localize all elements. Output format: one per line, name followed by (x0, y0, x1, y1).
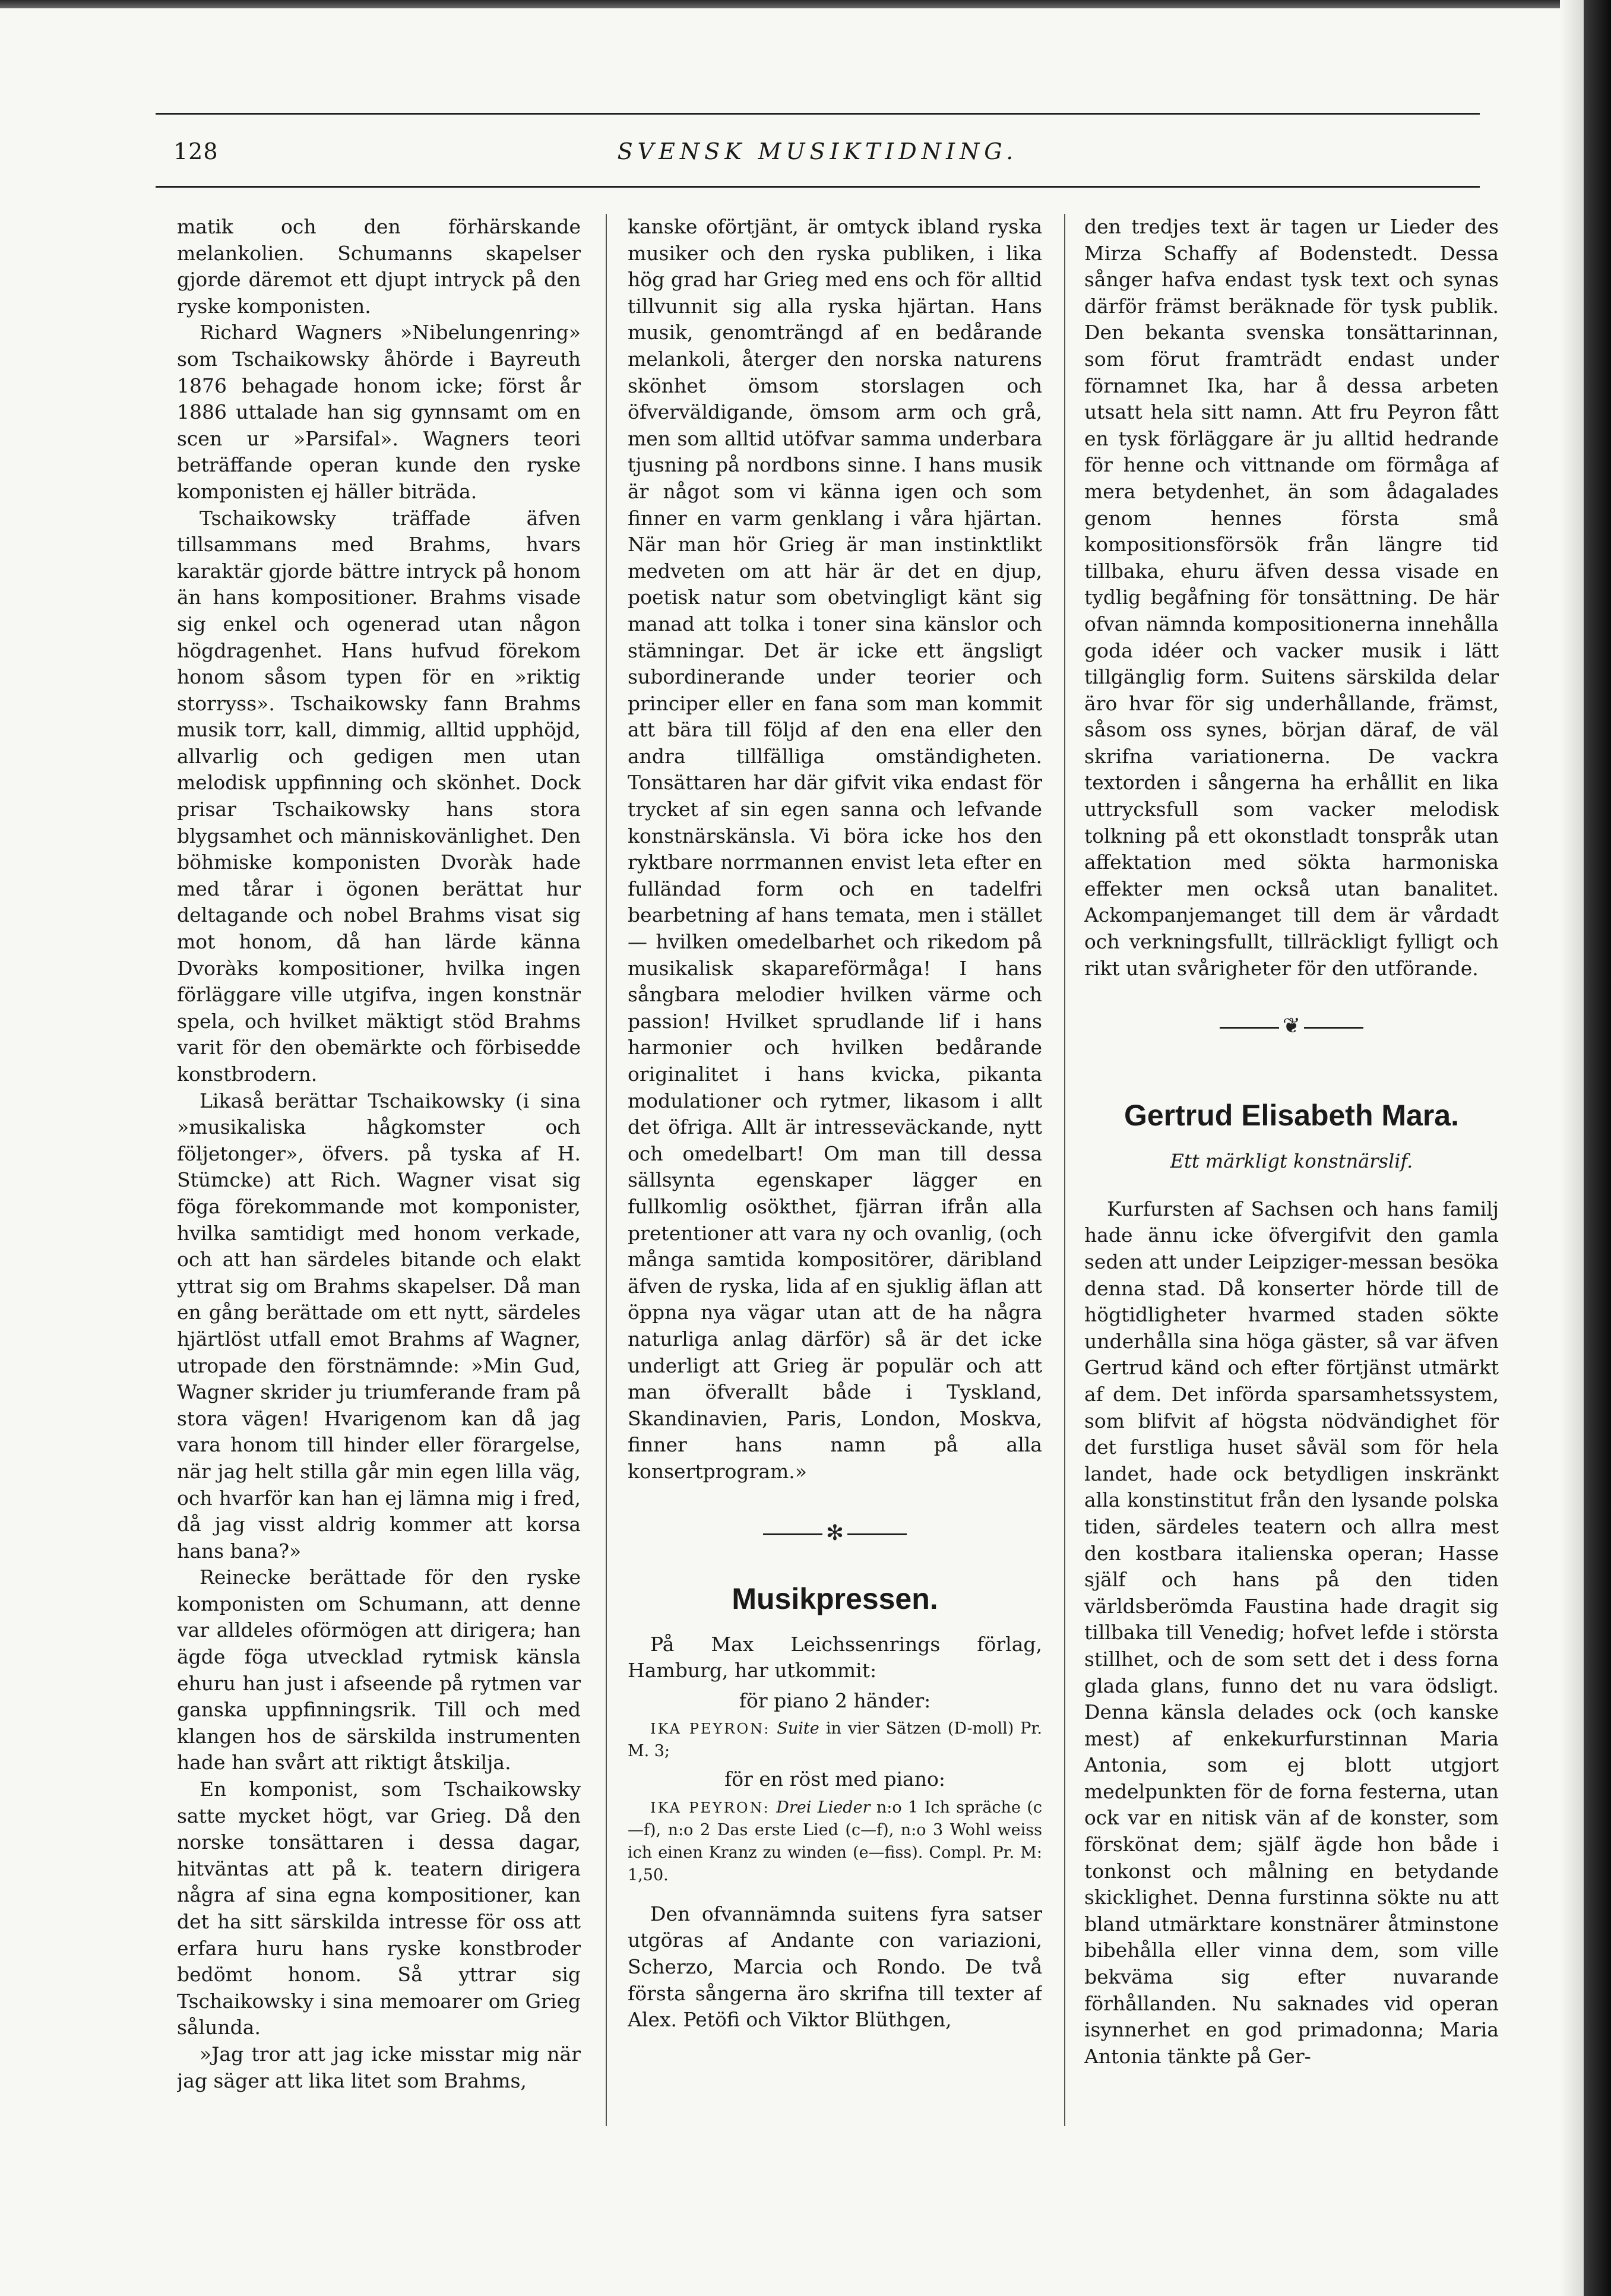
column-2 (628, 214, 1042, 2126)
entry-work: Drei Lieder (776, 1798, 871, 1817)
entry-details: in vier Sätzen (D-moll) Pr. M. 3; (628, 1719, 1042, 1761)
paragraph: den tredjes text är tagen ur Lieder des Mirza Schaffy af Bodenstedt. Dessa sånger hafva endast tysk text och synas därför främst beräknade för tysk publik. Den bekanta svenska tonsättarinnan, som förut framträdt endast under förnamnet Ika, har å dessa arbeten utsatt hela sitt namn. Att fru Peyron fått en tysk förläggare är ju alltid hedrande för henne och vittnande om förmåga af mera betydenhet, än som ådagalades genom hennes första små kompositionsförsök från längre tid tillbaka, ehuru äfven dessa visade en tydlig begåfning för tonsättning. De här ofvan nämnda kompositionerna innehålla goda idéer och vacker musik i lätt tillgänglig form. Suitens särskilda delar äro hvar för sig underhållande, främst, såsom oss synes, början däraf, de väl skrifna variationerna. De vackra textorden i sångerna ha erhållit en lika uttrycksfull som vacker melodisk tolkning på ett okonstladt tonspråk utan affektation med sökta harmoniska effekter men också utan banalitet. Ackompanjemanget till dem är vårdadt och verkningsfullt, tillräckligt fylligt och rikt utan svårigheter för den utförande. (1084, 215, 1499, 980)
entry-details: n:o 1 Ich spräche (c—f), n:o 2 Das erste Lied (c—f), n:o 3 Wohl weiss ich einen Kranz zu winden (e—fiss). Compl. Pr. M: 1,50. (628, 1798, 1042, 1884)
ornament-divider: ❦ (1084, 1005, 1499, 1047)
paragraph: kanske oförtjänt, är omtyck ibland ryska musiker och den ryska publiken, i lika hög grad har Grieg med ens och för alltid tillvunnit sig alla ryska hjärtan. Hans musik, genomträngd af en bedårande melankoli, återger den norska naturens skönhet ömsom storslagen och öfverväldigande, ömsom arm och grå, men som alltid utöfvar samma underbara tjusning på nordbons sinne. I hans musik är något som vi känna igen och som finner en varm genklang i våra hjärtan. När man hör Grieg är man instinktlikt medveten om att här är det en djup, poetisk natur som obetvingligt känt sig manad att tolka i toner sina känslor och stämningar. Det är icke ett ängsligt subordinerande under teorier och principer eller en fana som man kommit att bära till följd af den ena eller den andra tillfälliga omständigheten. Tonsättaren har där gifvit vika endast för trycket af sin egen sanna och lefvande konstnärskänsla. Vi böra icke hos den ryktbare norrmannen envist leta efter en fulländad form och en tadelfri bearbetning af hans temata, men i stället — hvilken omedelbarhet och rikedom på musikalisk skapareförmåga! I hans sångbara melodier hvilken värme och passion! Hvilket sprudlande lif i hans harmonier och hvilken bedårande originalitet i hans kvicka, pikanta modulationer och rytmer, likasom i allt det öfriga. Allt är intresseväckande, nytt och omedelbart! Om man till dessa sällsynta egenskaper lägger en fullkomlig osökthet, fjärran ifrån alla pretentioner att vara ny och ovanlig, (och många samtida kompositörer, däribland äfven de ryska, lida af en sjuklig äflan att öppna nya vägar utan att de ha några naturliga anlag därför) så är det icke underligt att Grieg är populär och att man öfverallt både i Tyskland, Skandinavien, Paris, London, Moskva, finner hans namn på alla konsertprogram.» (628, 215, 1042, 1483)
page-header (156, 113, 1480, 188)
publication-entry (628, 1718, 1042, 1763)
entry-author: IKA PEYRON: (650, 1721, 771, 1738)
column-rule-left (606, 214, 607, 2126)
paragraph: Kurfursten af Sachsen och hans familj hade ännu icke öfvergifvit den gamla seden att under Leipziger-messan besöka denna stad. Då konserter hörde till de högtidligheter hvarmed staden sökte underhålla sina höga gäster, så var äfven Gertrud känd och efter förtjänst utmärkt af dem. Det införda sparsamhetssystem, som blifvit af högsta nödvändighet för det furstliga huset såväl som för hela landet, hade ock betydligen inskränkt alla konstinstitut från den lysande polska tiden, särdeles teatern och allra mest den kostbara italienska operan; Hasse själf och hans på den tiden världsberömda Faustina hade dragit sig tillbaka till Venedig; hofvet lefde i största stillhet, och de som sett det i dess forna glada glans, funno det nu vara ödsligt. Denna känsla delades ock (och kanske mest) af enkekurfurstinnan Maria Antonia, som ej blott utgjort medelpunkten för de forna festerna, utan ock var en nitisk vän af de konster, som förskönat dem; själf ägde hon både i tonkonst och målning en betydande skicklighet. Denna furstinna sökte nu att bland utmärktare konstnärer åtminstone bibehålla eller vinna dem, som ville bekväma sig efter nuvarande förhållanden. Nu saknades vid operan isynnerhet en god primadonna; Maria Antonia tänkte på Ger- (1084, 1197, 1499, 2068)
entry-work: Suite (777, 1719, 819, 1738)
publication-entry (628, 1797, 1042, 1887)
page-number: 128 (173, 138, 219, 165)
section-title-musikpressen: Musikpressen. (732, 1582, 938, 1615)
paragraph: Den ofvannämnda suitens fyra satser utgöras af Andante con variazioni, Scherzo, Marcia och Rondo. De två första sångerna äro skrifna till texter af Alex. Petöfi och Viktor Blüthgen, (628, 1902, 1042, 2032)
paragraph: På Max Leichssenrings förlag, Hamburg, har utkommit: (628, 1632, 1042, 1683)
paragraph: En komponist, som Tschaikowsky satte mycket högt, var Grieg. Då den norske tonsättaren i dessa dagar, hitväntas att på k. teatern dirigera några af sina egna kompositioner, kan det ha sitt särskilda intresse för oss att erfara huru hans ryske konstbroder bedömt honom. Så yttrar sig Tschaikowsky i sina memoarer om Grieg sålunda. (177, 1778, 581, 2039)
entry-author: IKA PEYRON: (650, 1799, 770, 1816)
paragraph: »Jag tror att jag icke misstar mig när jag säger att lika litet som Brahms, (177, 2042, 581, 2092)
ornament-divider: ✻ (628, 1513, 1042, 1554)
paragraph: matik och den förhärskande melankolien. Schumanns skapelser gjorde däremot ett djupt intryck på den ryske komponisten. (177, 215, 581, 318)
scan-right-edge (1584, 0, 1611, 2296)
column-3 (1084, 214, 1499, 2126)
subheading-voice: för en röst med piano: (724, 1767, 945, 1791)
scan-top-edge (0, 0, 1611, 8)
section-title-mara: Gertrud Elisabeth Mara. (1123, 1099, 1460, 1133)
column-1 (177, 214, 581, 2126)
paragraph: Reinecke berättade för den ryske komponisten om Schumann, att denne var alldeles oförmögen att dirigera; han ägde föga utvecklad rytmisk känsla ehuru han just i afseende på rytmen var ganska uppfinningsrik. Till och med klangen hos de särskilda instrumenten hade han svårt att riktigt åtskilja. (177, 1566, 581, 1775)
paragraph: Richard Wagners »Nibelungenring» som Tschaikowsky åhörde i Bayreuth 1876 behagade honom icke; först år 1886 uttalade han sig gynnsamt om en scen ur »Parsifal». Wagners teori beträffande operan kunde den ryske komponisten ej häller biträda. (177, 321, 581, 503)
article-subtitle: Ett märkligt konstnärslif. (1170, 1150, 1413, 1173)
running-title: SVENSK MUSIKTIDNING. (617, 138, 1018, 165)
subheading-piano: för piano 2 händer: (739, 1688, 931, 1712)
paragraph: Tschaikowsky träffade äfven tillsammans med Brahms, hvars karaktär gjorde bättre intryck på honom än hans kompositioner. Brahms visade sig enkel och ogenerad utan någon högdragenhet. Hans hufvud förekom honom såsom typen för en »riktig storryss». Tschaikowsky fann Brahms musik torr, kall, dimmig, alltid upphöjd, allvarlig och gedigen men utan melodisk uppfinning och skönhet. Dock prisar Tschaikowsky hans stora blygsamhet och människovänlighet. Den böhmiske komponisten Dvoràk hade med tårar i ögonen berättat hur deltagande och nobel Brahms visat sig mot honom, då han lärde känna Dvoràks kompositioner, hvilka ingen förläggare ville utgifva, ingen konstnär spela, och hvilket mäktigt stöd Brahms varit för den obemärkte och förbisedde konstbrodern. (177, 506, 581, 1086)
paragraph: Likaså berättar Tschaikowsky (i sina »musikaliska hågkomster och följetonger», öfvers. på tyska af H. Stümcke) att Rich. Wagner visat sig föga förekommande mot komponister, hvilka samtidigt med honom verkade, och att han särdeles bitande och elakt yttrat sig om Brahms skapelser. Då man en gång berättade om ett nytt, särdeles hjärtlöst utfall emot Brahms af Wagner, utropade den förstnämnde: »Min Gud, Wagner skrider ju triumferande fram på stora vägen! Hvarigenom kan då jag vara honom till hinder eller förargelse, när jag helt stilla går min egen lilla väg, och hvarför kan han ej lämna mig i fred, då jag visst aldrig kommer att korsa hans bana?» (177, 1089, 581, 1563)
page-edge-shadow (1560, 0, 1584, 2296)
column-rule-right (1064, 214, 1065, 2126)
